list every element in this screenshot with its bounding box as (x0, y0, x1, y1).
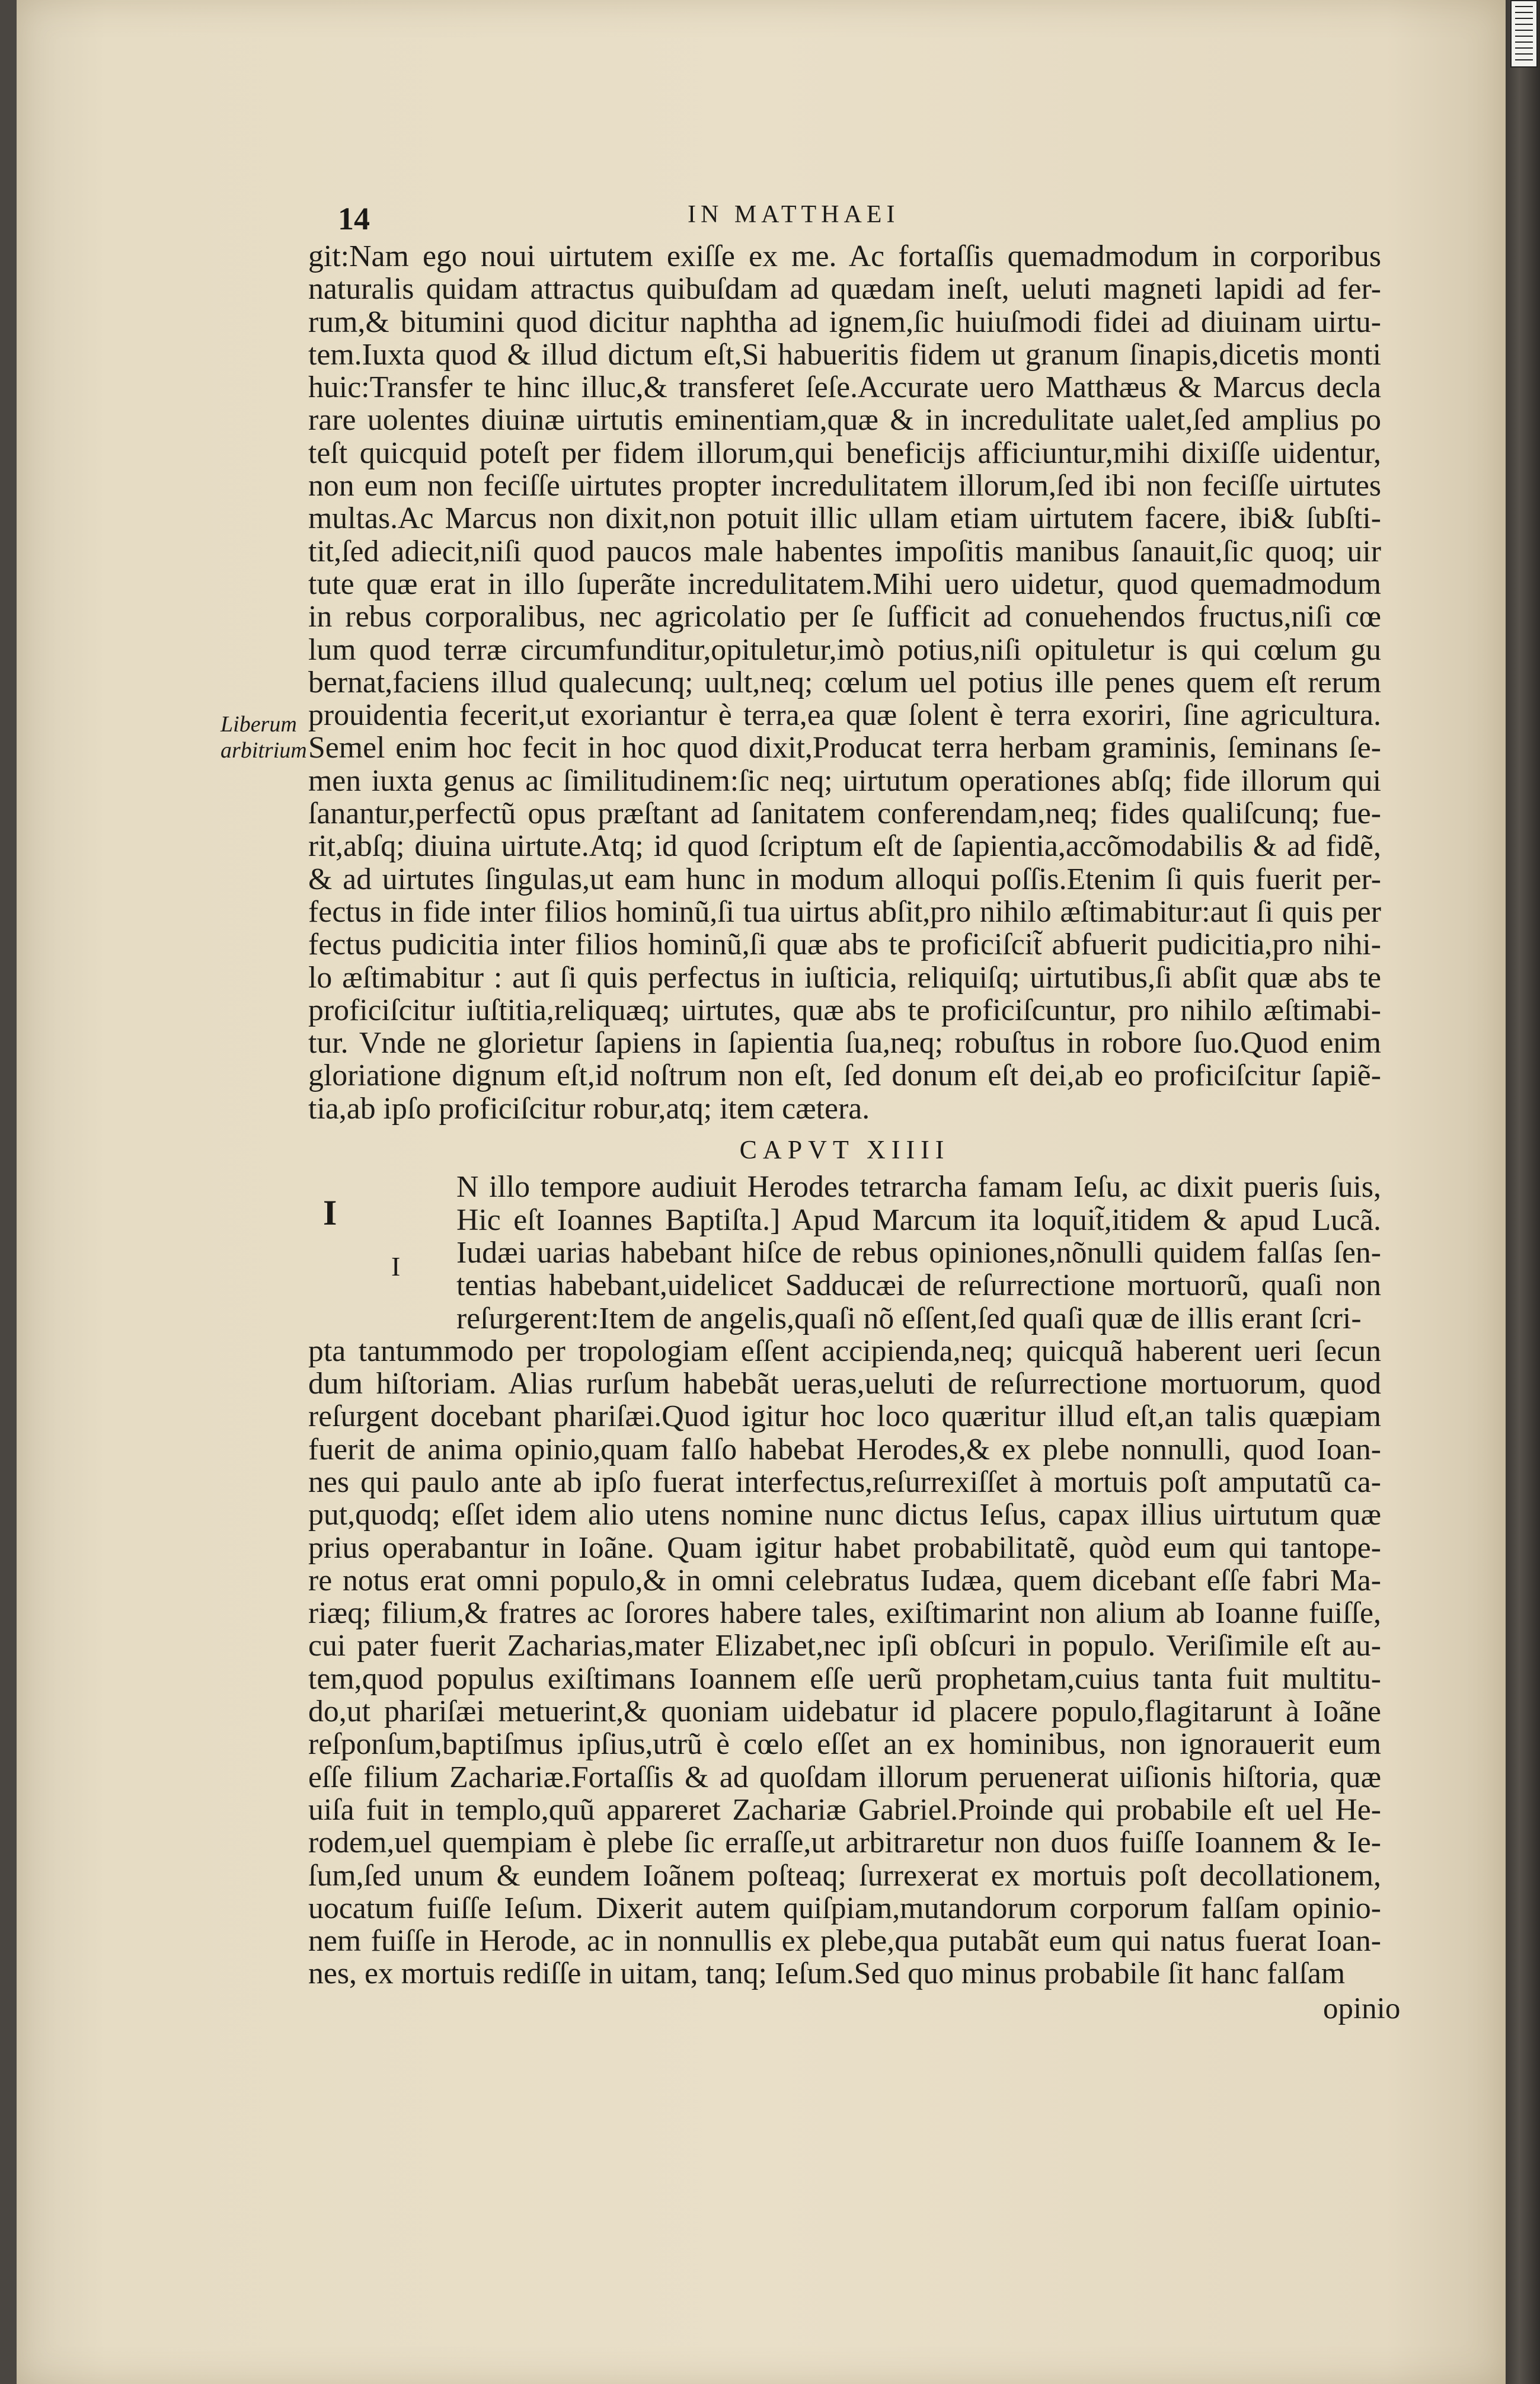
text-line: uiſa fuit in templo,quũ appareret Zachariæ Gabriel.Proinde qui probabile eſt uel He- (308, 1793, 1381, 1827)
text-line: gloriatione dignum eſt,id noſtrum non eſt, ſed donum eſt dei,ab eo proficiſcitur ſapiẽ- (308, 1059, 1381, 1092)
scale-ruler (1510, 0, 1538, 68)
page-gutter-edge (1506, 0, 1540, 2384)
text-line: dum hiſtoriam. Alias rurſum habebãt ueras,ueluti de reſurrectione mortuorum, quod (308, 1367, 1381, 1401)
text-line: tentias habebant,uidelicet Sadducæi de reſurrectione mortuorũ, quaſi non (456, 1269, 1381, 1302)
text-line: men iuxta genus ac ſimilitudinem:ſic neq; uirtutum operationes abſq; fide illorum qui (308, 764, 1381, 798)
text-line: prouidentia fecerit,ut exoriantur è terra,ea quæ ſolent è terra exoriri, ſine agricultura. (308, 699, 1381, 732)
text-line: reſurgerent:Item de angelis,quaſi nõ eſſent,ſed quaſi quæ de illis erant ſcri- (456, 1302, 1362, 1335)
text-line: tit,ſed adiecit,niſi quod paucos male habentes impoſitis manibus ſanauit,ſic quoq; uir (308, 535, 1381, 568)
text-line: Iudæi uarias habebant hiſce de rebus opiniones,nõnulli quidem falſas ſen- (456, 1236, 1381, 1270)
text-line: fectus pudicitia inter filios hominũ,ſi quæ abs te proficiſcit̃ abfuerit pudicitia,pro nihi- (308, 928, 1381, 961)
text-line: uocatum fuiſſe Ieſum. Dixerit autem quiſpiam,mutandorum corporum falſam opinio- (308, 1891, 1381, 1925)
text-line: nes qui paulo ante ab ipſo fuerat interfectus,reſurrexiſſet à mortuis poſt amputatũ ca- (308, 1465, 1381, 1499)
text-line: rit,abſq; diuina uirtute.Atq; id quod ſcriptum eſt de ſapientia,accõmodabilis & ad fidẽ, (308, 830, 1381, 863)
text-line: rodem,uel quempiam è plebe ſic erraſſe,ut arbitraretur non duos fuiſſe Ioannem & Ie- (308, 1826, 1381, 1859)
text-line: nem fuiſſe in Herode, ac in nonnullis ex plebe,qua putabãt eum qui natus fuerat Ioan- (308, 1925, 1381, 1958)
text-line: & ad uirtutes ſingulas,ut eam hunc in modum alloqui poſſis.Etenim ſi quis fuerit per- (308, 862, 1381, 896)
text-line: bernat,faciens illud qualecunq; uult,neq; cœlum uel potius ille penes quem eſt rerum (308, 666, 1381, 699)
text-line: do,ut phariſæi metuerint,& quoniam uidebatur id placere populo,flagitarunt à Ioãne (308, 1695, 1381, 1728)
text-line: pta tantummodo per tropologiam eſſent accipienda,neq; quicquã haberent ueri ſecun (308, 1334, 1381, 1368)
text-line: non eum non feciſſe uirtutes propter incredulitatem illorum,ſed ibi non feciſſe uirtutes (308, 469, 1381, 503)
margin-mark: I (391, 1251, 401, 1282)
text-line: multas.Ac Marcus non dixit,non potuit illic ullam etiam uirtutem facere, ibi& ſubſti- (308, 502, 1381, 535)
text-line: put,quodq; eſſet idem alio utens nomine nunc dictus Ieſus, capax illius uirtutum quæ (308, 1498, 1381, 1532)
text-line: fectus in fide inter filios hominũ,ſi tua uirtus abſit,pro nihilo æſtimabitur:aut ſi quis per (308, 895, 1381, 929)
text-line: in rebus corporalibus, nec agricolatio per ſe ſufficit ad conuehendos fructus,niſi cœ (308, 600, 1381, 634)
text-line: Semel enim hoc fecit in hoc quod dixit,Producat terra herbam graminis, ſeminans ſe- (308, 731, 1381, 765)
text-line: fuerit de anima opinio,quam falſo habebat Herodes,& ex plebe nonnulli, quod Ioan- (308, 1433, 1381, 1466)
text-line: riæq; filium,& fratres ac ſorores habere tales, exiſtimarint non alium ab Ioanne fuiſſe, (308, 1597, 1381, 1630)
text-line: tute quæ erat in illo ſuperãte incredulitatem.Mihi uero uidetur, quod quemadmodum (308, 567, 1381, 601)
text-line: rare uolentes diuinæ uirtutis eminentiam,quæ & in incredulitate ualet,ſed amplius po (308, 404, 1381, 437)
margin-note (221, 711, 307, 763)
chapter-heading: CAPVT XIIII (739, 1135, 950, 1165)
text-line: lum quod terræ circumfunditur,opituletur,imò potius,niſi opituletur is qui cœlum gu (308, 633, 1381, 666)
text-line: proficiſcitur iuſtitia,reliquæq; uirtutes, quæ abs te proficiſcuntur, pro nihilo æſtimabi- (308, 993, 1381, 1027)
margin-note-line: Liberum (221, 712, 297, 737)
main-text (308, 240, 1381, 1990)
text-line: ſanantur,perfectũ opus præſtant ad ſanitatem conferendam,neq; fides qualiſcunq; fue- (308, 797, 1381, 830)
text-line: nes, ex mortuis rediſſe in uitam, tanq; Ieſum.Sed quo minus probabile ſit hanc falſam (308, 1957, 1346, 1990)
text-line: reſponſum,baptiſmus ipſius,utrũ è cœlo eſſet an ex hominibus, non ignorauerit eum (308, 1728, 1381, 1761)
text-line: teſt quicquid poteſt per fidem illorum,qui beneficijs afficiuntur,mihi dixiſſe uidentur, (308, 436, 1381, 470)
text-line: naturalis quidam attractus quibuſdam ad quædam ineſt, ueluti magneti lapidi ad fer- (308, 273, 1381, 306)
text-line: prius operabantur in Ioãne. Quam igitur habet probabilitatẽ, quòd eum qui tantope- (308, 1531, 1381, 1564)
text-line: reſurgent docebant phariſæi.Quod igitur hoc loco quæritur illud eſt,an talis quæpiam (308, 1400, 1381, 1433)
text-line: lo æſtimabitur : aut ſi quis perfectus in iuſticia, reliquiſq; uirtutibus,ſi abſit quæ abs te (308, 961, 1381, 994)
text-line: tur. Vnde ne glorietur ſapiens in ſapientia ſua,neq; robuſtus in robore ſuo.Quod enim (308, 1027, 1381, 1060)
text-line: tem,quod populus exiſtimans Ioannem eſſe uerũ prophetam,cuius tanta fuit multitu- (308, 1662, 1381, 1696)
text-line: re notus erat omni populo,& in omni celebratus Iudæa, quem dicebant eſſe fabri Ma- (308, 1564, 1381, 1597)
margin-note-line: arbitrium (221, 738, 307, 763)
text-line: cui pater fuerit Zacharias,mater Elizabet,nec ipſi obſcuri in populo. Veriſimile eſt au- (308, 1629, 1381, 1663)
text-section-top (308, 240, 1381, 1125)
text-line: rum,& bitumini quod dicitur naphtha ad ignem,ſic huiuſmodi fidei ad diuinam uirtu- (308, 305, 1381, 338)
text-line: N illo tempore audiuit Herodes tetrarcha famam Ieſu, ac dixit pueris ſuis, (456, 1171, 1381, 1204)
text-section-chapter (308, 1335, 1381, 1990)
text-line: ſum,ſed unum & eundem Ioãnem poſteaq; ſurrexerat ex mortuis poſt decollationem, (308, 1859, 1381, 1892)
text-line: tia,ab ipſo proficiſcitur robur,atq; item cætera. (308, 1092, 870, 1126)
catchword: opinio (1323, 1992, 1401, 2025)
text-line: git:Nam ego noui uirtutem exiſſe ex me. Ac fortaſſis quemadmodum in corporibus (308, 240, 1381, 273)
text-line: huic:Transfer te hinc illuc,& transferet ſeſe.Accurate uero Matthæus & Marcus decla (308, 371, 1381, 404)
page-number: 14 (338, 201, 370, 237)
text-line: eſſe filium Zachariæ.Fortaſſis & ad quoſdam illorum peruenerat uiſionis hiſtoria, quæ (308, 1760, 1381, 1794)
drop-cap: I (323, 1193, 337, 1232)
text-line: Hic eſt Ioannes Baptiſta.] Apud Marcum ita loquit̃,itidem & apud Lucã. (456, 1203, 1381, 1236)
running-head: IN MATTHAEI (688, 201, 900, 228)
text-line: tem.Iuxta quod & illud dictum eſt,Si habueritis fidem ut granum ſinapis,dicetis monti (308, 338, 1381, 372)
text-section-chapter-opening (308, 1171, 1381, 1334)
